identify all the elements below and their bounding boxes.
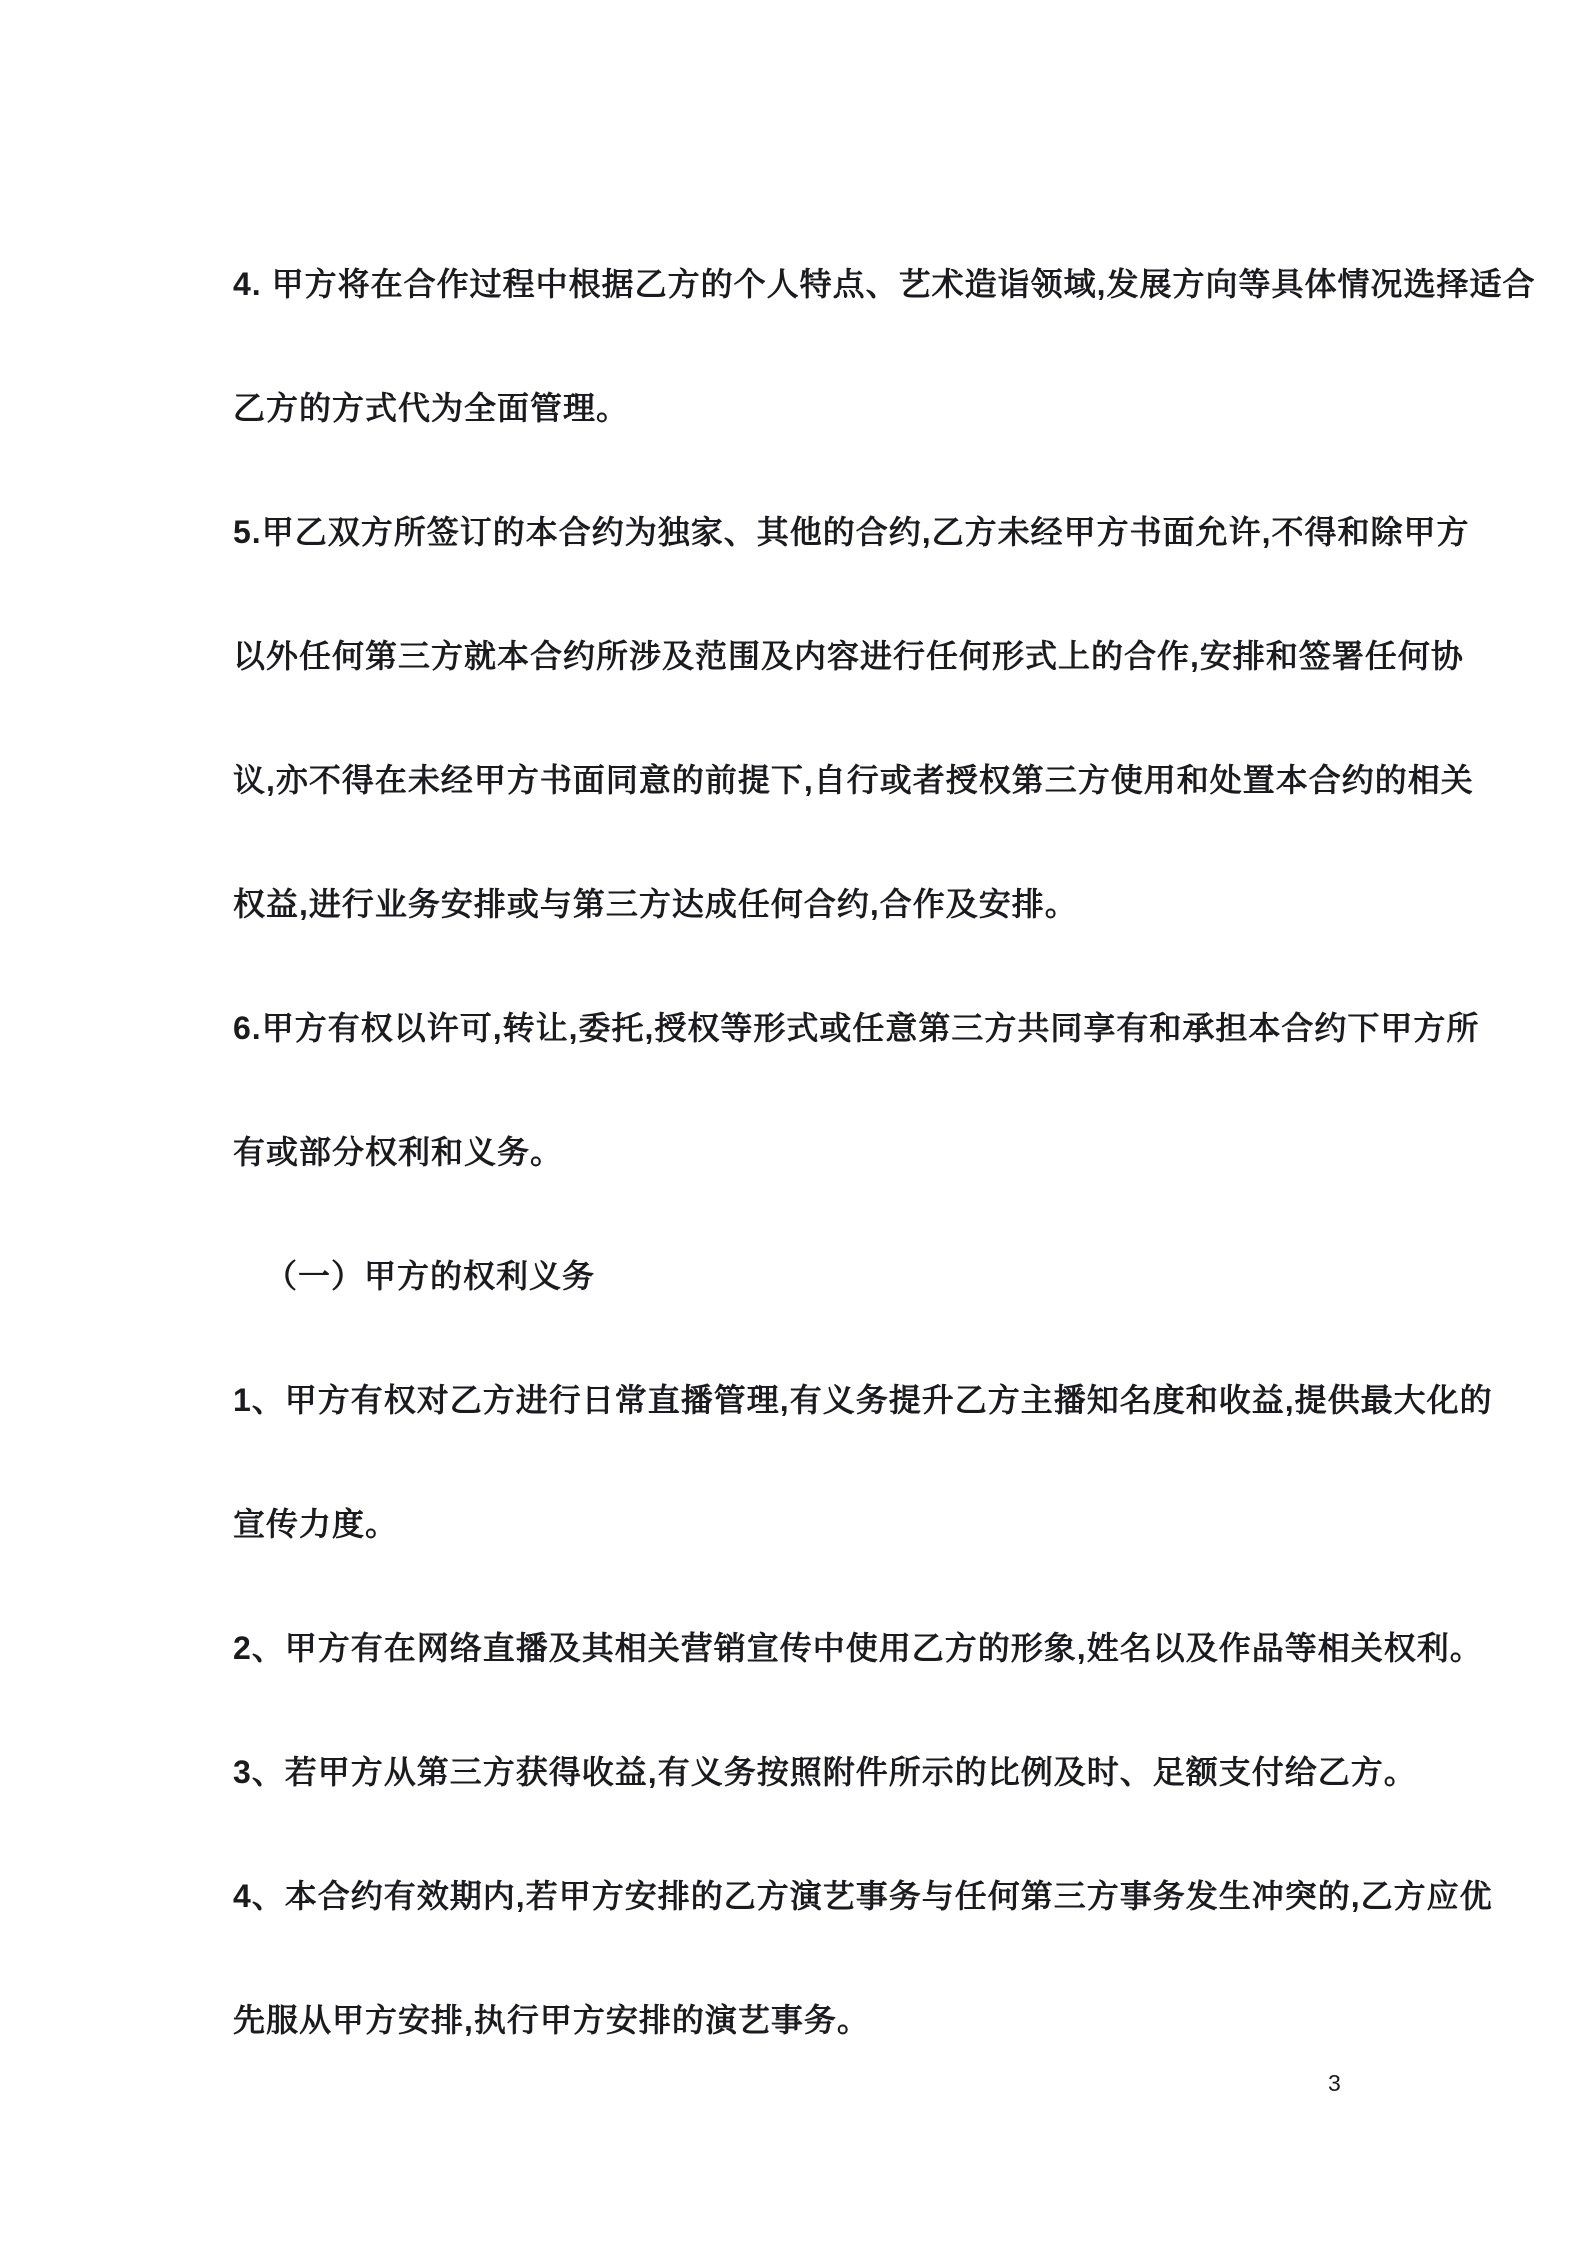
document-line: 以外任何第三方就本合约所涉及范围及内容进行任何形式上的合作,安排和签署任何协 xyxy=(233,638,1464,674)
document-lines xyxy=(233,222,1536,2082)
document-line: 3、若甲方从第三方获得收益,有义务按照附件所示的比例及时、足额支付给乙方。 xyxy=(233,1754,1417,1790)
document-line: 2、甲方有在网络直播及其相关营销宣传中使用乙方的形象,姓名以及作品等相关权利。 xyxy=(233,1630,1483,1666)
document-line: （一）甲方的权利义务 xyxy=(265,1258,596,1294)
document-line: 6.甲方有权以许可,转让,委托,授权等形式或任意第三方共同享有和承担本合约下甲方所 xyxy=(233,1010,1480,1046)
document-line: 有或部分权利和义务。 xyxy=(233,1134,564,1170)
document-line: 5.甲乙双方所签订的本合约为独家、其他的合约,乙方未经甲方书面允许,不得和除甲方 xyxy=(233,514,1470,550)
document-line: 4、本合约有效期内,若甲方安排的乙方演艺事务与任何第三方事务发生冲突的,乙方应优 xyxy=(233,1878,1493,1914)
document-line: 乙方的方式代为全面管理。 xyxy=(233,390,630,426)
document-line: 先服从甲方安排,执行甲方安排的演艺事务。 xyxy=(233,2002,870,2038)
document-line: 1、甲方有权对乙方进行日常直播管理,有义务提升乙方主播知名度和收益,提供最大化的 xyxy=(233,1382,1493,1418)
document-line: 宣传力度。 xyxy=(233,1506,399,1542)
document-line: 4. 甲方将在合作过程中根据乙方的个人特点、艺术造诣领域,发展方向等具体情况选择适合 xyxy=(233,266,1536,302)
document-line: 议,亦不得在未经甲方书面同意的前提下,自行或者授权第三方使用和处置本合约的相关 xyxy=(233,762,1474,798)
page-number: 3 xyxy=(1328,2070,1341,2096)
document-line: 权益,进行业务安排或与第三方达成任何合约,合作及安排。 xyxy=(233,886,1078,922)
